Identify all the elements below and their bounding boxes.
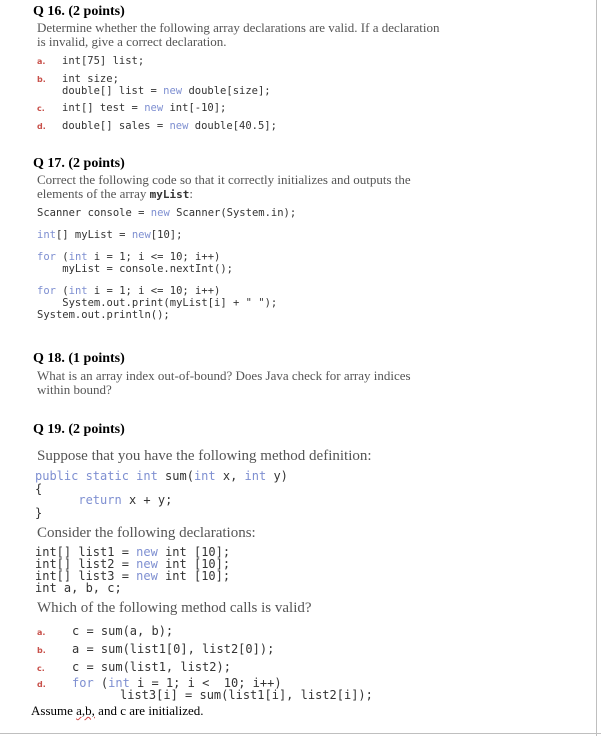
q17-code-line6: System.out.print(myList[i] + " "); (37, 297, 278, 309)
q18-title: Q 18. (1 points) (33, 351, 125, 366)
q19-decl-1: int[] list1 = new int [10]; (35, 545, 231, 559)
q16-title: Q 16. (2 points) (33, 4, 125, 19)
q19-method-open-brace: { (35, 482, 43, 496)
q16-code-b-line1: int size; (62, 73, 119, 85)
q19-method-return: return x + y; (78, 493, 173, 507)
q19-consider: Consider the following declarations: (37, 525, 256, 541)
q17-code-line4: myList = console.nextInt(); (37, 263, 233, 275)
q16-prompt-line1: Determine whether the following array declarations are valid. If a declaration (37, 20, 440, 35)
q19-decl-3: int[] list3 = new int [10]; (35, 569, 231, 583)
q19-decl-4: int a, b, c; (35, 581, 122, 595)
page-border-right (596, 0, 597, 736)
q19-option-c: c = sum(list1, list2); (72, 660, 231, 674)
q19-letter-c: c. (37, 664, 45, 673)
q17-prompt-line2: elements of the array myList: (37, 186, 193, 201)
q17-code-line1: Scanner console = new Scanner(System.in); (37, 207, 297, 219)
page-border-bottom (0, 733, 601, 734)
q17-code-line5: for (int i = 1; i <= 10; i++) (37, 285, 221, 297)
q16-letter-a: a. (37, 57, 46, 66)
q17-prompt-line1: Correct the following code so that it correctly initializes and outputs the (37, 172, 411, 187)
q16-code-b-line2: double[] list = new double[size]; (62, 85, 271, 97)
q16-code-c: int[] test = new int[-10]; (62, 102, 227, 114)
q16-prompt-line2: is invalid, give a correct declaration. (37, 34, 227, 49)
q19-method-signature: public static int sum(int x, int y) (35, 469, 288, 483)
q19-option-d-line1: for (int i = 1; i < 10; i++) (72, 676, 282, 690)
q16-letter-c: c. (37, 104, 45, 113)
q18-prompt-line2: within bound? (37, 382, 112, 397)
q16-code-a: int[75] list; (62, 55, 145, 67)
assume-note: Assume a,b, and c are initialized. (31, 703, 204, 718)
q17-code-line7: System.out.println(); (37, 309, 170, 321)
q19-letter-d: d. (37, 680, 46, 689)
q19-option-d-line2: list3[i] = sum(list1[i], list2[i]); (120, 688, 373, 702)
q17-code-line3: for (int i = 1; i <= 10; i++) (37, 251, 221, 263)
q19-letter-b: b. (37, 646, 46, 655)
q19-option-b: a = sum(list1[0], list2[0]); (72, 642, 275, 656)
q19-intro: Suppose that you have the following method definition: (37, 448, 372, 464)
q19-title: Q 19. (2 points) (33, 422, 125, 437)
q18-prompt-line1: What is an array index out-of-bound? Does Java check for array indices (37, 368, 411, 383)
q16-letter-d: d. (37, 122, 46, 131)
q17-code-line2: int[] myList = new[10]; (37, 229, 183, 241)
q16-letter-b: b. (37, 75, 46, 84)
q16-code-d: double[] sales = new double[40.5]; (62, 120, 277, 132)
q17-title: Q 17. (2 points) (33, 156, 125, 171)
q19-option-a: c = sum(a, b); (72, 624, 174, 638)
q19-method-close-brace: } (35, 506, 43, 520)
q19-decl-2: int[] list2 = new int [10]; (35, 557, 231, 571)
q19-which: Which of the following method calls is valid? (37, 600, 312, 616)
spellcheck-squiggle: a,b, (76, 703, 95, 718)
q19-letter-a: a. (37, 628, 46, 637)
